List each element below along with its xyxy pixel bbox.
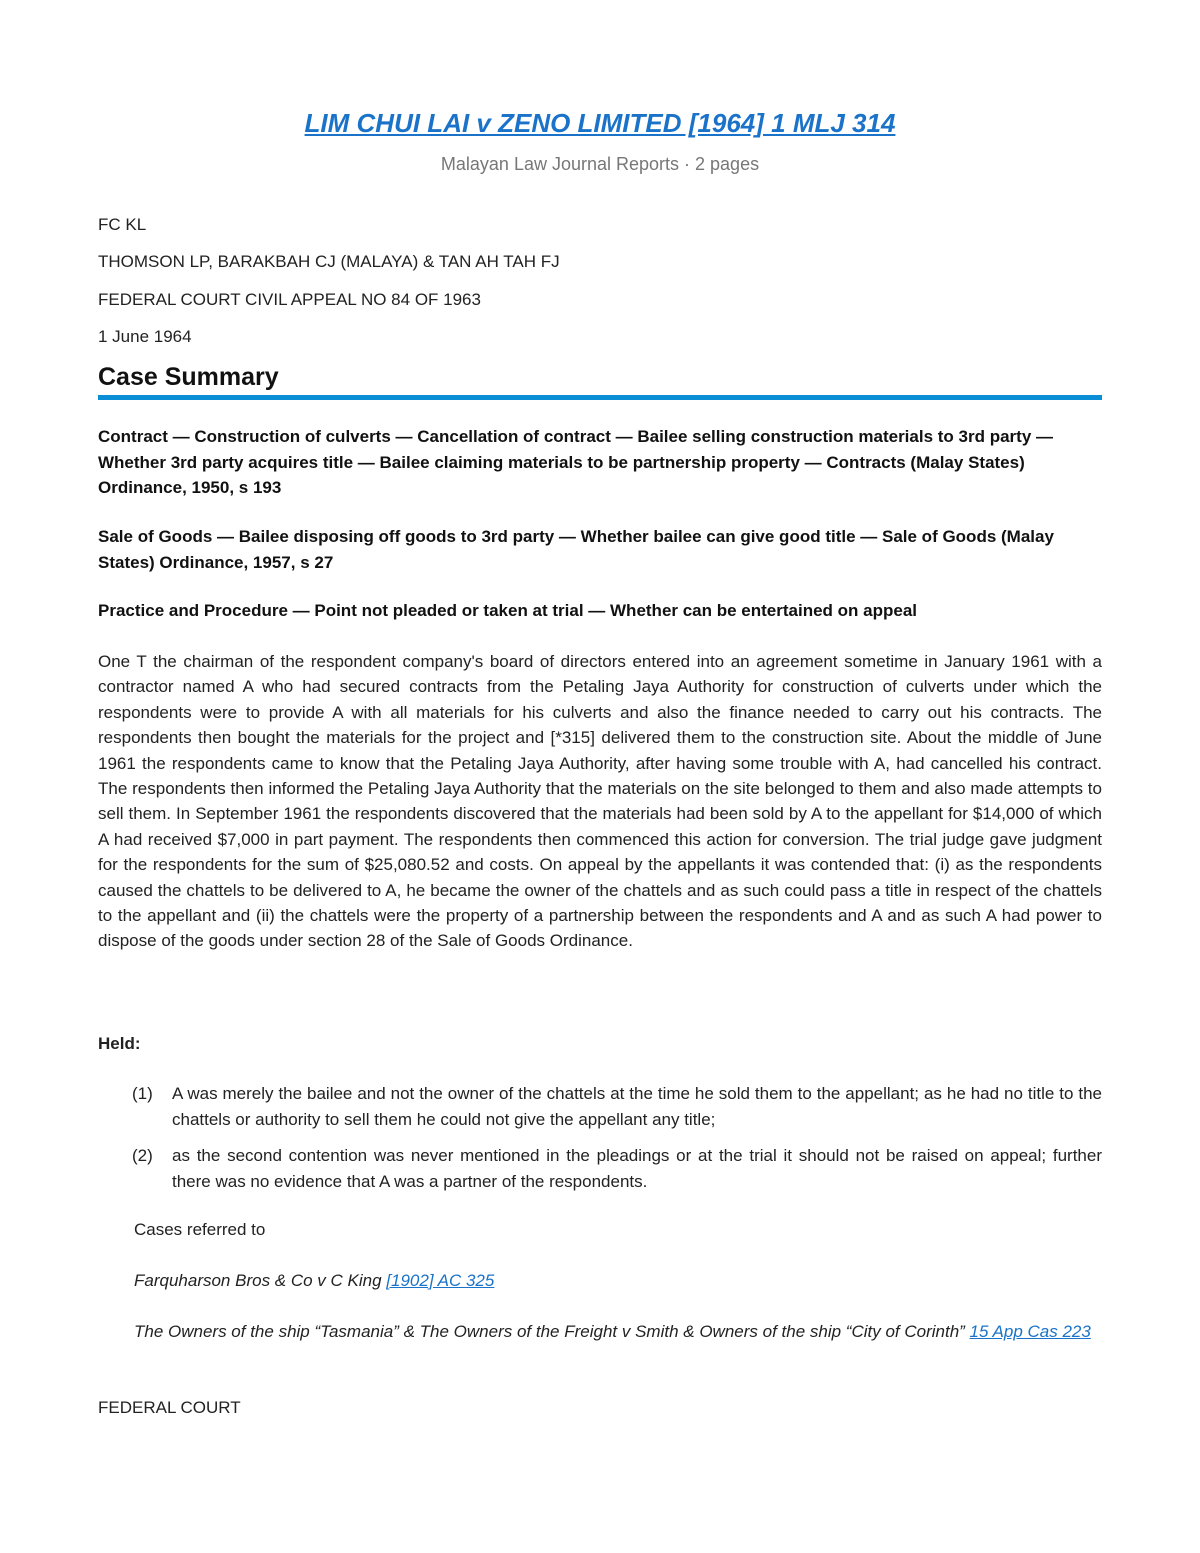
held-item-number: (2) (132, 1146, 153, 1165)
judges-line: THOMSON LP, BARAKBAH CJ (MALAYA) & TAN AH TAH FJ (98, 252, 560, 271)
case-summary-heading: Case Summary (98, 363, 279, 391)
held-item-number: (1) (132, 1084, 153, 1103)
held-item-text: as the second contention was never mentioned in the pleadings or at the trial it should not be raised on appeal; further there was no evidence that A was a partner of the respondents. (172, 1146, 1102, 1191)
section-divider (98, 395, 1102, 400)
held-item-text: A was merely the bailee and not the owner of the chattels at the time he sold them to the appellant; as he had no title to the chattels or authority to sell them he could not give the appellant any title; (172, 1084, 1102, 1129)
case-title (98, 106, 1102, 140)
report-subtitle: Malayan Law Journal Reports · 2 pages (440, 154, 760, 174)
case-citation-link[interactable]: 15 App Cas 223 (969, 1322, 1091, 1341)
catchwords-practice: Practice and Procedure — Point not pleaded or taken at trial — Whether can be entertained on appeal (98, 601, 918, 620)
court-code: FC KL (98, 215, 147, 234)
case-citation-link[interactable]: [1902] AC 325 (386, 1271, 495, 1290)
case-title-link[interactable]: LIM CHUI LAI v ZENO LIMITED [1964] 1 MLJ 314 (304, 108, 896, 138)
case-reference-name: Farquharson Bros & Co v C King (134, 1271, 387, 1290)
case-reference (134, 1268, 1102, 1294)
catchwords-contract: Contract — Construction of culverts — Cancellation of contract — Bailee selling construction materials to 3rd party — Whether 3rd party acquires title — Bailee claiming materials to be partnership property — Contracts (Malay States) Ordinance, 1950, s 193 (98, 427, 1054, 497)
facts-paragraph: One T the chairman of the respondent company's board of directors entered into an agreement sometime in January 1961 with a contractor named A who had secured contracts from the Petaling Jaya Authority for construction of culverts under which the respondents were to provide A with all materials for his culverts and also the finance needed to carry out his contracts. The respondents then bought the materials for the project and [*315] delivered them to the construction site. About the middle of June 1961 the respondents came to know that the Petaling Jaya Authority, after having some trouble with A, had cancelled his contract. The respondents then informed the Petaling Jaya Authority that the materials on the site belonged to them and also made attempts to sell them. In September 1961 the respondents discovered that the materials had been sold by A to the appellant for $14,000 of which A had received $7,000 in part payment. The respondents then commenced this action for conversion. The trial judge gave judgment for the respondents for the sum of $25,080.52 and costs. On appeal by the appellants it was contended that: (i) as the respondents caused the chattels to be delivered to A, he became the owner of the chattels and as such could pass a title in respect of the chattels to the appellant and (ii) the chattels were the property of a partnership between the respondents and A and as such A had power to dispose of the goods under section 28 of the Sale of Goods Ordinance. (98, 652, 1102, 951)
held-item (132, 1081, 1102, 1132)
case-number: FEDERAL COURT CIVIL APPEAL NO 84 OF 1963 (98, 290, 481, 309)
held-item (132, 1143, 1102, 1194)
catchwords-sale-of-goods: Sale of Goods — Bailee disposing off goods to 3rd party — Whether bailee can give good title — Sale of Goods (Malay States) Ordinance, 1957, s 27 (98, 527, 1054, 572)
federal-court-heading: FEDERAL COURT (98, 1398, 241, 1417)
cases-referred-label: Cases referred to (134, 1220, 266, 1239)
case-reference (134, 1319, 1102, 1345)
held-label: Held: (98, 1034, 141, 1053)
case-reference-name: The Owners of the ship “Tasmania” & The Owners of the Freight v Smith & Owners of the ship “City of Corinth” (134, 1322, 970, 1341)
judgment-date: 1 June 1964 (98, 327, 192, 346)
